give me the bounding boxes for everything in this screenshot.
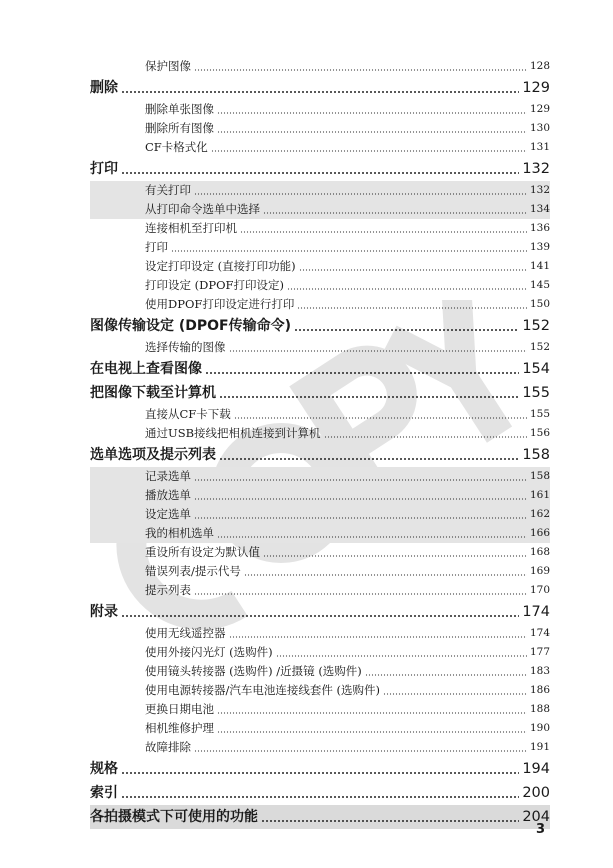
dot-leader <box>217 535 527 539</box>
toc-subsection-entry[interactable] <box>90 257 550 276</box>
dot-leader <box>297 306 527 310</box>
toc-entry-page: 152 <box>522 318 550 334</box>
dot-leader <box>217 111 527 115</box>
dot-leader <box>365 673 527 677</box>
toc-entry-label: 删除所有图像 <box>145 121 214 135</box>
dot-leader <box>383 692 527 696</box>
toc-subsection-entry[interactable] <box>90 219 550 238</box>
toc-entry-label: 从打印命令选单中选择 <box>145 202 260 216</box>
toc-subsection-entry[interactable] <box>90 57 550 76</box>
toc-entry-page: 169 <box>529 565 550 577</box>
dot-leader <box>244 573 527 577</box>
toc-subsection-entry[interactable] <box>90 719 550 738</box>
toc-entry-label: 有关打印 <box>145 183 191 197</box>
toc-subsection-entry[interactable] <box>90 581 550 600</box>
toc-entry-page: 166 <box>529 527 550 539</box>
toc-entry-label: 删除单张图像 <box>145 102 214 116</box>
dot-leader <box>234 416 527 420</box>
toc-section-entry[interactable] <box>90 805 550 829</box>
toc-entry-page: 154 <box>522 361 550 377</box>
toc-entry-label: 在电视上查看图像 <box>90 361 202 377</box>
dot-leader <box>217 711 527 715</box>
toc-entry-label: 选单选项及提示列表 <box>90 447 216 463</box>
dot-leader <box>263 211 527 215</box>
toc-entry-page: 190 <box>529 722 550 734</box>
toc-subsection-entry[interactable] <box>90 486 550 505</box>
dot-leader <box>194 497 527 501</box>
dot-leader <box>194 68 527 72</box>
dot-leader <box>194 478 527 482</box>
toc-section-entry[interactable] <box>90 757 550 781</box>
toc-entry-page: 132 <box>529 184 550 196</box>
dot-leader <box>219 457 519 461</box>
toc-entry-page: 186 <box>529 684 550 696</box>
dot-leader <box>276 654 527 658</box>
toc-entry-label: 更换日期电池 <box>145 702 214 716</box>
toc-entry-label: 使用DPOF打印设定进行打印 <box>145 297 295 311</box>
toc-entry-page: 134 <box>529 203 550 215</box>
toc-subsection-entry[interactable] <box>90 624 550 643</box>
toc-entry-label: 打印 <box>145 240 168 254</box>
toc-subsection-entry[interactable] <box>90 467 550 486</box>
toc-entry-label: 使用电源转接器/汽车电池连接线套件 (选购件) <box>145 683 381 697</box>
dot-leader <box>171 249 527 253</box>
toc-subsection-entry[interactable] <box>90 138 550 157</box>
dot-leader <box>121 771 519 775</box>
toc-entry-label: 选择传输的图像 <box>145 340 226 354</box>
toc-entry-label: 设定打印设定 (直接打印功能) <box>145 259 296 273</box>
dot-leader <box>219 395 519 399</box>
toc-subsection-entry[interactable] <box>90 238 550 257</box>
toc-entry-label: 记录选单 <box>145 469 191 483</box>
toc-subsection-entry[interactable] <box>90 424 550 443</box>
toc-subsection-entry[interactable] <box>90 562 550 581</box>
toc-entry-label: 连接相机至打印机 <box>145 221 237 235</box>
toc-entry-label: 通过USB接线把相机连接到计算机 <box>145 426 321 440</box>
toc-entry-label: CF卡格式化 <box>145 140 208 154</box>
toc-entry-page: 200 <box>522 785 550 801</box>
toc-section-entry[interactable] <box>90 314 550 338</box>
toc-entry-page: 156 <box>529 427 550 439</box>
toc-subsection-entry[interactable] <box>90 524 550 543</box>
toc-entry-label: 直接从CF卡下载 <box>145 407 231 421</box>
toc-entry-label: 规格 <box>90 761 118 777</box>
dot-leader <box>194 516 527 520</box>
dot-leader <box>263 554 527 558</box>
toc-entry-page: 155 <box>529 408 550 420</box>
toc-entry-page: 141 <box>529 260 550 272</box>
toc-entry-label: 使用镜头转接器 (选购件) /近摄镜 (选购件) <box>145 664 362 678</box>
toc-entry-label: 附录 <box>90 604 118 620</box>
toc-section-entry[interactable] <box>90 781 550 805</box>
toc-entry-label: 重设所有设定为默认值 <box>145 545 260 559</box>
toc-subsection-entry[interactable] <box>90 295 550 314</box>
table-of-contents <box>90 57 550 829</box>
toc-subsection-entry[interactable] <box>90 405 550 424</box>
dot-leader <box>194 192 527 196</box>
toc-entry-page: 128 <box>529 60 550 72</box>
toc-entry-page: 158 <box>529 470 550 482</box>
toc-entry-page: 129 <box>522 80 550 96</box>
dot-leader <box>217 730 527 734</box>
toc-entry-page: 174 <box>522 604 550 620</box>
toc-entry-label: 删除 <box>90 80 118 96</box>
toc-entry-page: 152 <box>529 341 550 353</box>
toc-entry-page: 183 <box>529 665 550 677</box>
toc-entry-label: 索引 <box>90 785 118 801</box>
toc-entry-page: 130 <box>529 122 550 134</box>
toc-entry-label: 使用外接闪光灯 (选购件) <box>145 645 273 659</box>
toc-entry-page: 145 <box>529 279 550 291</box>
toc-entry-label: 设定选单 <box>145 507 191 521</box>
dot-leader <box>205 371 519 375</box>
dot-leader <box>217 130 527 134</box>
toc-subsection-entry[interactable] <box>90 681 550 700</box>
toc-entry-page: 162 <box>529 508 550 520</box>
page-number: 3 <box>536 822 546 837</box>
toc-entry-label: 错误列表/提示代号 <box>145 564 241 578</box>
toc-entry-page: 132 <box>522 161 550 177</box>
dot-leader <box>299 268 527 272</box>
toc-subsection-entry[interactable] <box>90 100 550 119</box>
dot-leader <box>121 171 519 175</box>
dot-leader <box>229 635 527 639</box>
toc-entry-page: 136 <box>529 222 550 234</box>
dot-leader <box>121 614 519 618</box>
dot-leader <box>240 230 527 234</box>
dot-leader <box>121 90 519 94</box>
toc-entry-label: 各拍摄模式下可使用的功能 <box>90 809 258 825</box>
toc-subsection-entry[interactable] <box>90 738 550 757</box>
dot-leader <box>261 819 519 823</box>
toc-subsection-entry[interactable] <box>90 505 550 524</box>
toc-entry-page: 155 <box>522 385 550 401</box>
toc-subsection-entry[interactable] <box>90 276 550 295</box>
toc-section-entry[interactable] <box>90 157 550 181</box>
toc-entry-page: 204 <box>522 809 550 825</box>
dot-leader <box>194 592 527 596</box>
toc-entry-page: 158 <box>522 447 550 463</box>
toc-entry-label: 使用无线遥控器 <box>145 626 226 640</box>
toc-entry-page: 174 <box>529 627 550 639</box>
toc-entry-page: 191 <box>529 741 550 753</box>
toc-entry-label: 把图像下载至计算机 <box>90 385 216 401</box>
toc-subsection-entry[interactable] <box>90 543 550 562</box>
toc-entry-label: 打印 <box>90 161 118 177</box>
dot-leader <box>121 795 519 799</box>
dot-leader <box>229 349 527 353</box>
dot-leader <box>211 149 527 153</box>
toc-subsection-entry[interactable] <box>90 181 550 200</box>
toc-section-entry[interactable] <box>90 381 550 405</box>
toc-entry-page: 139 <box>529 241 550 253</box>
toc-entry-page: 131 <box>529 141 550 153</box>
toc-entry-page: 161 <box>529 489 550 501</box>
toc-section-entry[interactable] <box>90 443 550 467</box>
toc-entry-page: 150 <box>529 298 550 310</box>
toc-section-entry[interactable] <box>90 357 550 381</box>
toc-subsection-entry[interactable] <box>90 338 550 357</box>
toc-subsection-entry[interactable] <box>90 643 550 662</box>
toc-entry-label: 相机维修护理 <box>145 721 214 735</box>
toc-entry-label: 图像传输设定 (DPOF传输命令) <box>90 318 292 334</box>
toc-entry-label: 故障排除 <box>145 740 191 754</box>
dot-leader <box>194 749 527 753</box>
toc-entry-page: 188 <box>529 703 550 715</box>
dot-leader <box>294 328 519 332</box>
dot-leader <box>287 287 527 291</box>
toc-entry-label: 播放选单 <box>145 488 191 502</box>
toc-section-entry[interactable] <box>90 600 550 624</box>
toc-subsection-entry[interactable] <box>90 200 550 219</box>
dot-leader <box>324 435 527 439</box>
toc-entry-page: 170 <box>529 584 550 596</box>
toc-subsection-entry[interactable] <box>90 700 550 719</box>
toc-entry-page: 129 <box>529 103 550 115</box>
toc-subsection-entry[interactable] <box>90 662 550 681</box>
toc-entry-page: 177 <box>529 646 550 658</box>
toc-subsection-entry[interactable] <box>90 119 550 138</box>
toc-entry-page: 194 <box>522 761 550 777</box>
toc-entry-label: 我的相机选单 <box>145 526 214 540</box>
toc-entry-label: 保护图像 <box>145 59 191 73</box>
toc-entry-label: 提示列表 <box>145 583 191 597</box>
toc-entry-label: 打印设定 (DPOF打印设定) <box>145 278 284 292</box>
toc-entry-page: 168 <box>529 546 550 558</box>
toc-section-entry[interactable] <box>90 76 550 100</box>
